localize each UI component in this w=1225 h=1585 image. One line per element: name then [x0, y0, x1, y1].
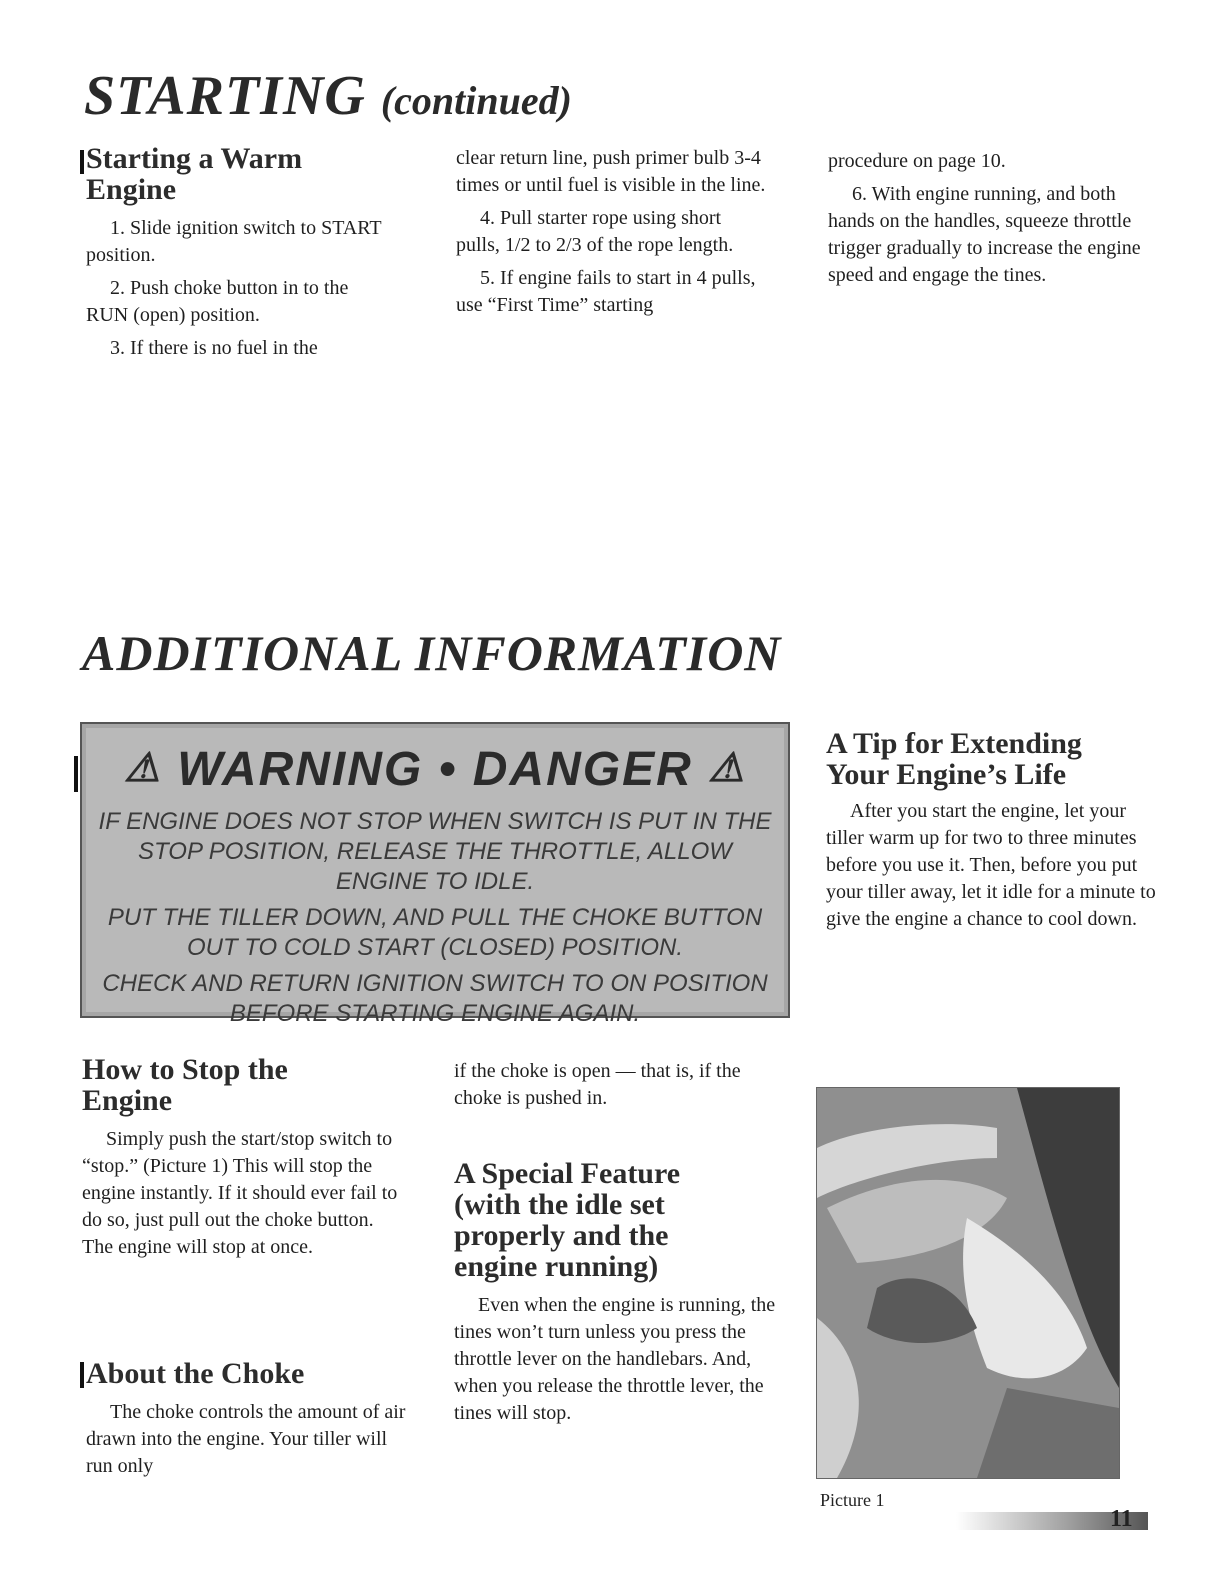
- choke-body-cont: if the choke is open — that is, if the choke is pushed in.: [454, 1060, 741, 1109]
- warm-step-6: 6. With engine running, and both hands on the handles, squeeze throttle trigger gradually to increase the engine speed and engage the tines.: [828, 183, 1141, 286]
- warm-start-col3: [828, 148, 1148, 295]
- margin-marker: [74, 756, 78, 792]
- page-title-main: STARTING: [84, 65, 366, 127]
- warm-step-5: 5. If engine fails to start in 4 pulls, use “First Time” starting: [456, 267, 756, 316]
- special-body: Even when the engine is running, the tines won’t turn unless you press the throttle lever on the handlebars. And, when you release the throttle lever, the tines will stop.: [454, 1294, 776, 1424]
- warning-line-1: IF ENGINE DOES NOT STOP WHEN SWITCH IS PUT IN THE STOP POSITION, RELEASE THE THROTTLE, ALLOW ENGINE TO IDLE.: [98, 808, 772, 895]
- stop-body: Simply push the start/stop switch to “stop.” (Picture 1) This will stop the engine instantly. If it should ever fail to do so, just pull out the choke button. The engine will stop at once.: [82, 1128, 398, 1258]
- tip-body: After you start the engine, let your tiller warm up for two to three minutes before you use it. Then, before you put your tiller away, let it idle for a minute to give the engine a chance to cool down.: [826, 800, 1156, 930]
- warm-step-1: 1. Slide ignition switch to START position.: [86, 217, 382, 266]
- warm-start-heading: Starting a Warm Engine: [86, 142, 303, 206]
- choke-body: The choke controls the amount of air drawn into the engine. Your tiller will run only: [86, 1401, 406, 1477]
- warm-step-4: 4. Pull starter rope using short pulls, 1/2 to 2/3 of the rope length.: [456, 207, 734, 256]
- margin-marker: [80, 150, 84, 174]
- picture-caption: Picture 1: [820, 1490, 885, 1510]
- stop-section: [82, 1054, 402, 1267]
- section-title-additional: ADDITIONAL INFORMATION: [82, 625, 782, 681]
- special-heading: A Special Feature (with the idle set properly and the engine running): [454, 1157, 681, 1283]
- warning-title: ⚠ WARNING • DANGER ⚠: [124, 743, 746, 796]
- choke-section: [86, 1358, 406, 1486]
- margin-marker: [80, 1362, 84, 1388]
- page-title-sub: (continued): [380, 78, 572, 123]
- tip-heading: A Tip for Extending Your Engine’s Life: [826, 727, 1082, 791]
- warm-start-col2: [456, 145, 766, 325]
- warm-step-2: 2. Push choke button in to the RUN (open) position.: [86, 277, 349, 326]
- picture-1-photo: [816, 1087, 1120, 1479]
- warm-start-col1: [86, 143, 386, 368]
- tip-section: [826, 728, 1156, 939]
- warm-step-3-cont: clear return line, push primer bulb 3-4 times or until fuel is visible in the line.: [456, 147, 766, 196]
- special-section: [454, 1158, 784, 1433]
- page-number: 11: [1110, 1506, 1133, 1532]
- choke-heading: About the Choke: [86, 1357, 305, 1390]
- tiller-handle-image: [817, 1088, 1119, 1478]
- warning-line-3: CHECK AND RETURN IGNITION SWITCH TO ON POSITION BEFORE STARTING ENGINE AGAIN.: [102, 970, 768, 1027]
- warning-triangle-icon: ⚠: [124, 746, 162, 790]
- warning-box: [80, 722, 790, 1027]
- warm-step-5-cont: procedure on page 10.: [828, 150, 1006, 172]
- page-title: [84, 64, 572, 128]
- warning-triangle-icon: ⚠: [708, 746, 746, 790]
- warm-step-3: 3. If there is no fuel in the: [110, 337, 318, 359]
- warning-line-2: PUT THE TILLER DOWN, AND PULL THE CHOKE BUTTON OUT TO COLD START (CLOSED) POSITION.: [107, 904, 763, 961]
- stop-heading: How to Stop the Engine: [82, 1053, 288, 1117]
